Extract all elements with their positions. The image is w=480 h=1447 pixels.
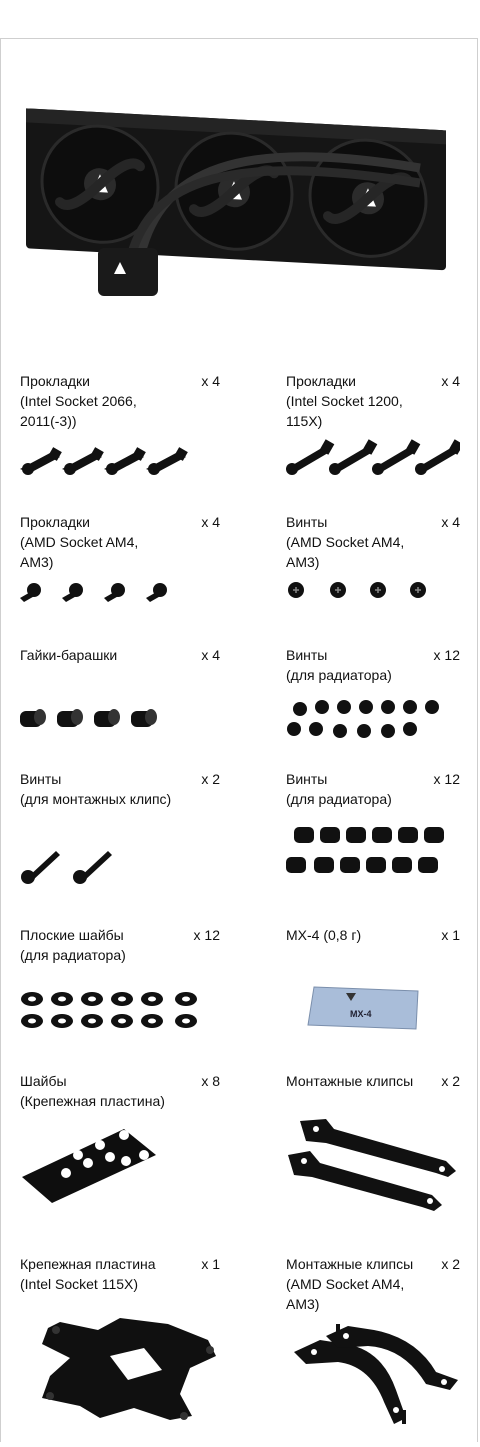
radiator-screw-icon — [286, 699, 446, 745]
intel-standoff-long-icon — [286, 439, 460, 475]
item-name: Монтажные клипсы — [286, 1073, 414, 1089]
item-mounting-clips — [286, 1071, 460, 1211]
amd-standoff-icon — [20, 580, 170, 604]
item-quantity: x 12 — [193, 927, 220, 943]
item-name: Прокладки (Intel Socket 2066, 2011(-3)) — [20, 373, 137, 429]
item-name: Шайбы (Крепежная пластина) — [20, 1073, 165, 1109]
item-name: Крепежная пластина (Intel Socket 115X) — [20, 1256, 156, 1292]
item-name: Монтажные клипсы (AMD Socket AM4, AM3) — [286, 1256, 414, 1312]
item-flat-washers — [20, 925, 220, 1045]
washer-icon — [20, 989, 202, 1033]
item-quantity: x 4 — [441, 373, 460, 389]
item-name: Прокладки (Intel Socket 1200, 115X) — [286, 373, 403, 429]
thumb-nut-icon — [20, 705, 165, 731]
cooler-image — [20, 108, 460, 308]
item-name: Винты (для монтажных клипс) — [20, 771, 172, 807]
clip-screw-icon — [20, 847, 120, 887]
washer-pad-icon — [20, 1129, 160, 1205]
item-name: Плоские шайбы (для радиатора) — [20, 927, 126, 963]
item-quantity: x 2 — [441, 1073, 460, 1089]
radiator-screw-long-icon — [286, 825, 460, 883]
amd-clip-icon — [286, 1324, 460, 1434]
item-name: Винты (для радиатора) — [286, 647, 392, 683]
item-quantity: x 2 — [441, 1256, 460, 1272]
item-name: Винты (для радиатора) — [286, 771, 392, 807]
item-quantity: x 1 — [201, 1256, 220, 1272]
thermal-paste-icon — [306, 983, 426, 1033]
item-thumb-nuts — [20, 645, 220, 745]
item-name: Гайки-барашки — [20, 647, 118, 663]
item-backplate — [20, 1254, 220, 1444]
item-quantity: x 4 — [201, 373, 220, 389]
screw-icon — [286, 580, 436, 602]
item-quantity: x 4 — [201, 647, 220, 663]
item-quantity: x 1 — [441, 927, 460, 943]
item-amd-mounting-clips — [286, 1254, 460, 1444]
item-name: MX-4 (0,8 г) — [286, 927, 362, 943]
item-intel-1200-standoffs — [286, 371, 460, 481]
item-amd-standoffs — [20, 512, 220, 612]
item-name: Винты (AMD Socket AM4, AM3) — [286, 514, 405, 570]
item-clip-screws — [20, 769, 220, 889]
mounting-clip-icon — [286, 1115, 460, 1211]
item-quantity: x 12 — [433, 771, 460, 787]
item-intel-2066-standoffs — [20, 371, 220, 481]
item-thermal-paste — [286, 925, 460, 1045]
item-quantity: x 12 — [433, 647, 460, 663]
paste-label: MX-4 — [350, 1009, 372, 1019]
item-name: Прокладки (AMD Socket AM4, AM3) — [20, 514, 139, 570]
item-radiator-screws-a — [286, 645, 460, 745]
item-quantity: x 4 — [441, 514, 460, 530]
item-plate-washers — [20, 1071, 220, 1211]
item-radiator-screws-b — [286, 769, 460, 889]
item-quantity: x 4 — [201, 514, 220, 530]
intel-standoff-icon — [20, 447, 200, 477]
item-quantity: x 2 — [201, 771, 220, 787]
item-quantity: x 8 — [201, 1073, 220, 1089]
backplate-icon — [40, 1316, 216, 1422]
item-amd-screws — [286, 512, 460, 612]
